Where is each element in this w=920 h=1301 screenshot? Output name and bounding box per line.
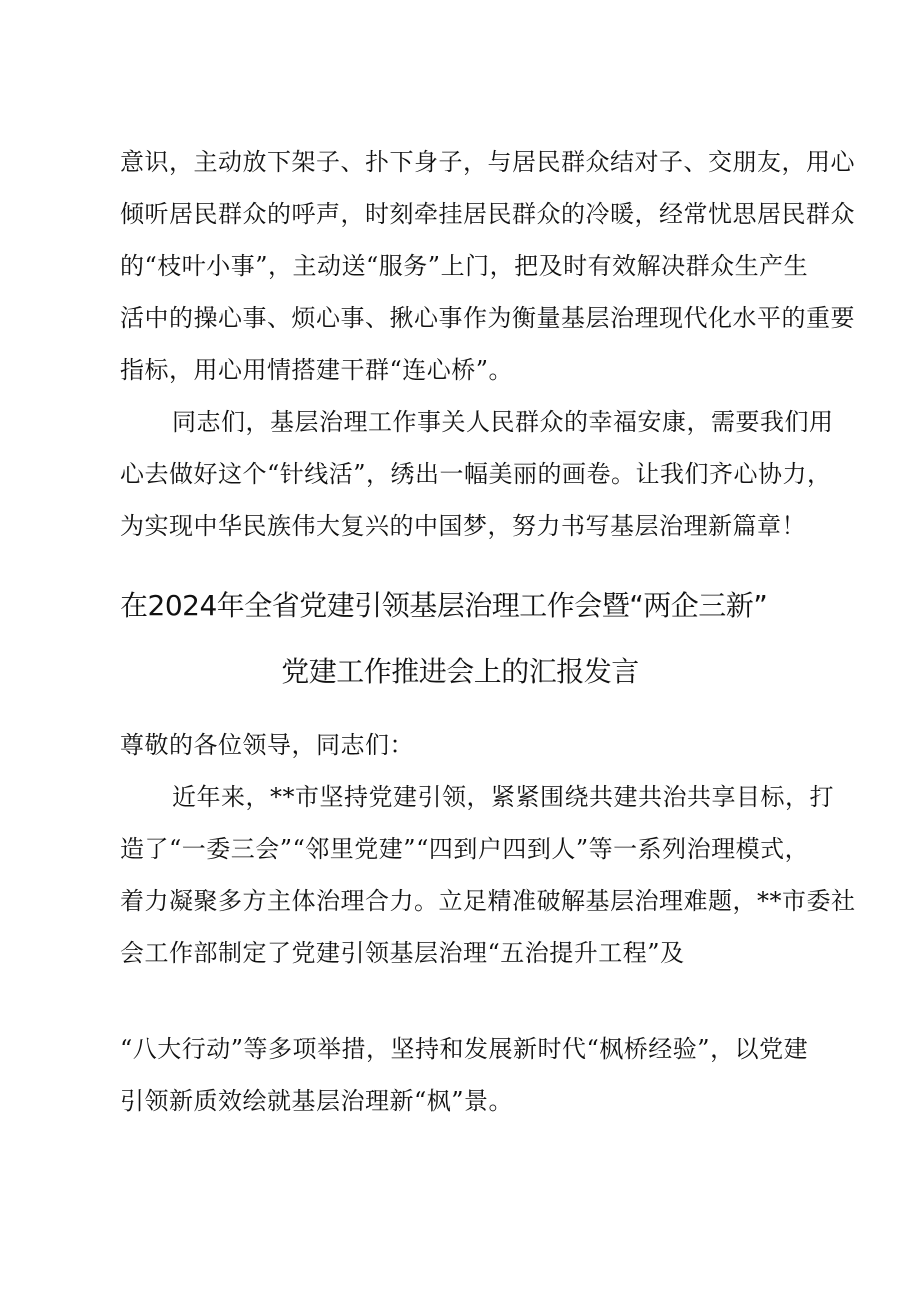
text-line: 指标，用心用情搭建干群“连心桥”。	[120, 356, 514, 384]
text-line: 近年来，**市坚持党建引领，紧紧围绕共建共治共享目标，打	[172, 783, 834, 811]
text-line: 为实现中华民族伟大复兴的中国梦，努力书写基层治理新篇章！	[120, 512, 806, 540]
text-line: 意识，主动放下架子、扑下身子，与居民群众结对子、交朋友，用心	[120, 148, 855, 176]
text-line: 倾听居民群众的呼声，时刻牵挂居民群众的冷暖，经常忧思居民群众	[120, 200, 855, 228]
text-line: 的“枝叶小事”，主动送“服务”上门，把及时有效解决群众生产生	[120, 252, 809, 280]
text-line: “八大行动”等多项举措，坚持和发展新时代“枫桥经验”，以党建	[120, 1035, 809, 1063]
text-line: 同志们，基层治理工作事关人民群众的幸福安康，需要我们用	[172, 408, 834, 436]
text-line: 活中的操心事、烦心事、揪心事作为衡量基层治理现代化水平的重要	[120, 304, 855, 332]
title-line: 在2024年全省党建引领基层治理工作会暨“两企三新”	[120, 589, 768, 622]
text-line: 会工作部制定了党建引领基层治理“五治提升工程”及	[120, 939, 685, 967]
text-line: 引领新质效绘就基层治理新“枫”景。	[120, 1087, 514, 1115]
title-line: 党建工作推进会上的汇报发言	[281, 655, 639, 688]
text-line: 造了“一委三会”“邻里党建”“四到户四到人”等一系列治理模式，	[120, 835, 810, 863]
text-line: 着力凝聚多方主体治理合力。立足精准破解基层治理难题，**市委社	[120, 887, 856, 915]
salutation: 尊敬的各位领导，同志们：	[120, 731, 414, 759]
text-line: 心去做好这个“针线活”，绣出一幅美丽的画卷。让我们齐心协力，	[120, 460, 832, 488]
